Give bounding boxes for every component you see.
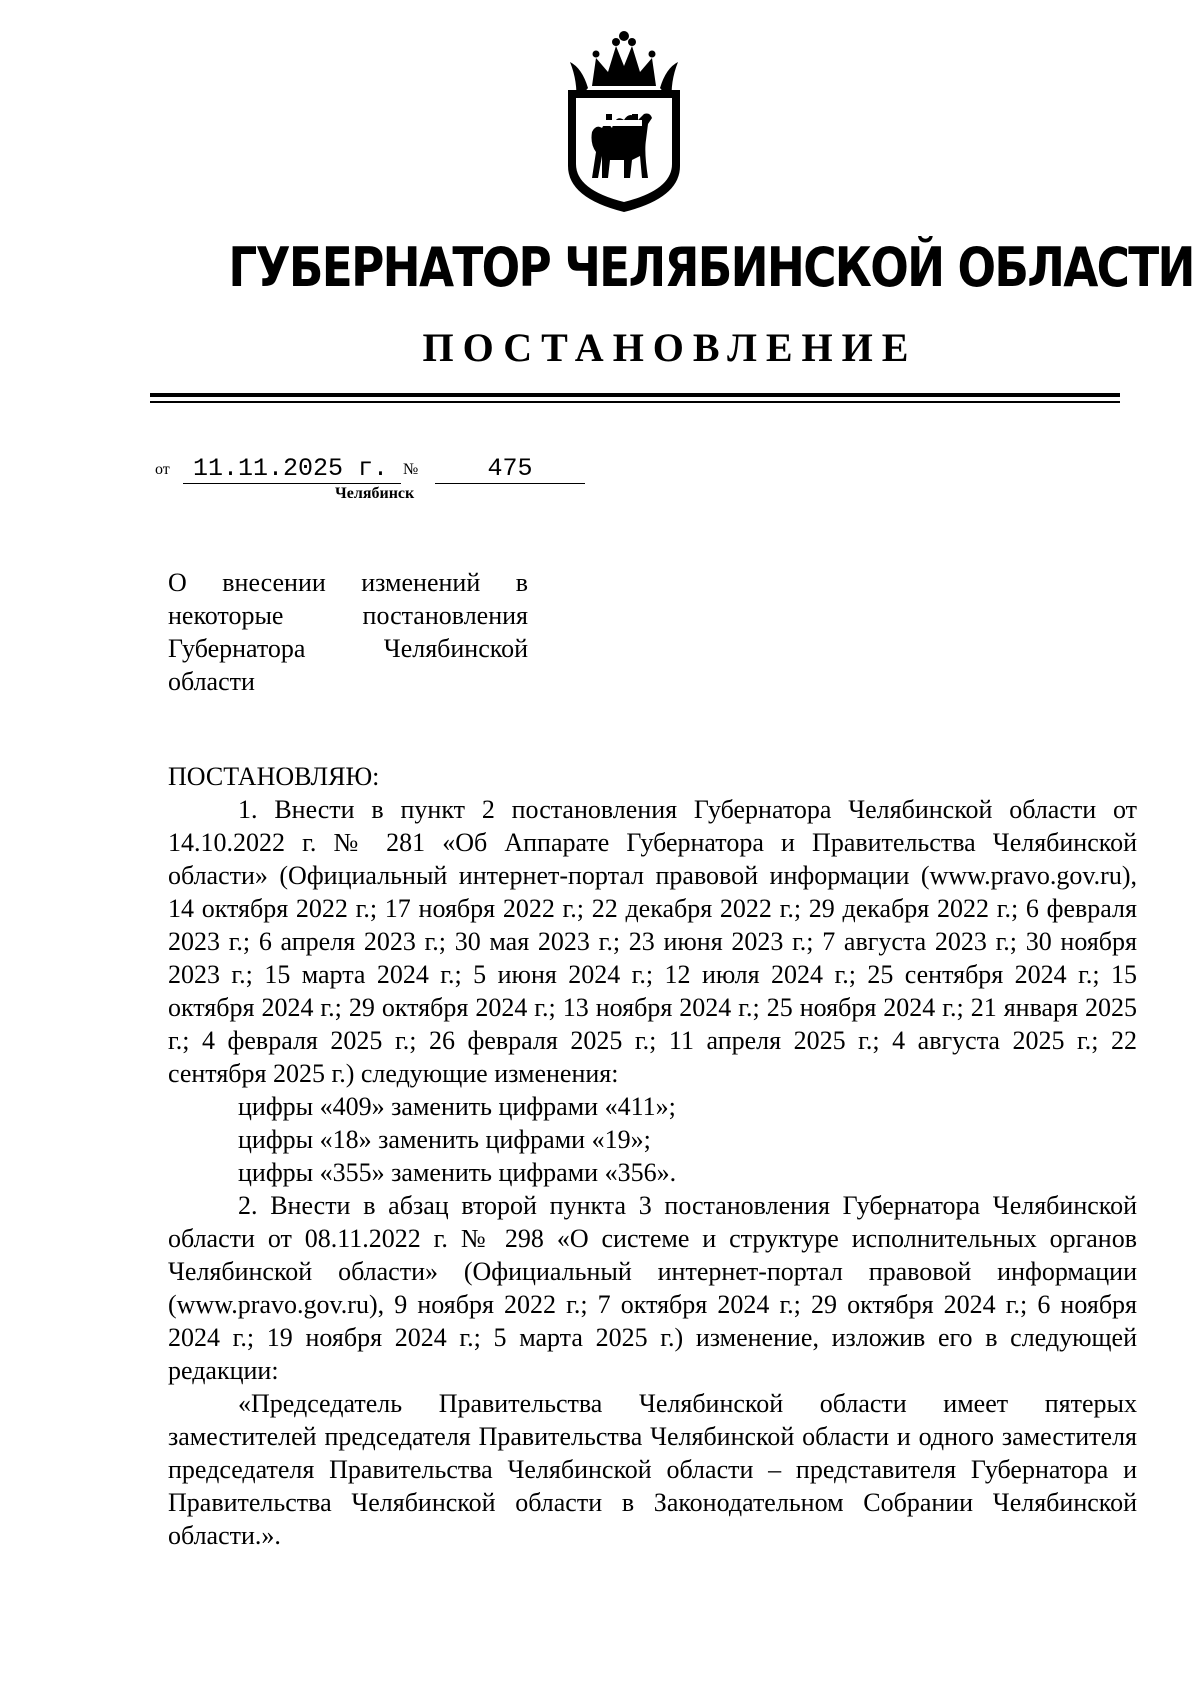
document-date: 11.11.2025 г. <box>183 455 401 484</box>
paragraph-1: 1. Внести в пункт 2 постановления Губернатора Челябинской области от 14.10.2022 г. № 281 «Об Аппарате Губернатора и Правительства Челябинской области» (Официальный интернет-портал правовой информации (www.pravo.gov.ru), 14 октября 2022 г.; 17 ноября 2022 г.; 22 декабря 2022 г.; 29 декабря 2022 г.; 6 февраля 2023 г.; 6 апреля 2023 г.; 30 мая 2023 г.; 23 июня 2023 г.; 7 августа 2023 г.; 30 ноября 2023 г.; 15 марта 2024 г.; 5 июня 2024 г.; 12 июля 2024 г.; 25 сентября 2024 г.; 15 октября 2024 г.; 29 октября 2024 г.; 13 ноября 2024 г.; 25 ноября 2024 г.; 21 января 2025 г.; 4 февраля 2025 г.; 26 февраля 2025 г.; 11 апреля 2025 г.; 4 августа 2025 г.; 22 сентября 2025 г.) следующие изменения: <box>168 795 1137 1088</box>
document-meta <box>155 454 595 484</box>
header-rule-thick <box>150 393 1120 397</box>
decree-word: ПОСТАНОВЛЯЮ: <box>168 762 380 791</box>
paragraph-2: 2. Внести в абзац второй пункта 3 постановления Губернатора Челябинской области от 08.11.2022 г. № 298 «О системе и структуре исполнительных органов Челябинской области» (Официальный интернет-портал правовой информации (www.pravo.gov.ru), 9 ноября 2022 г.; 7 октября 2024 г.; 29 октября 2024 г.; 6 ноября 2024 г.; 19 ноября 2024 г.; 5 марта 2025 г.) изменение, изложив его в следующей редакции: <box>168 1191 1137 1385</box>
authority-title: ГУБЕРНАТОР ЧЕЛЯБИНСКОЙ ОБЛАСТИ <box>228 236 1194 299</box>
date-label: от <box>155 461 170 478</box>
header-rule-thin <box>150 401 1120 403</box>
document-body <box>168 760 1137 1552</box>
coat-of-arms-icon <box>562 28 686 214</box>
document-subject: О внесении изменений в некоторые постановления Губернатора Челябинской области <box>168 568 528 696</box>
change-item: цифры «18» заменить цифрами «19»; <box>238 1125 651 1154</box>
change-item: цифры «409» заменить цифрами «411»; <box>238 1092 676 1121</box>
quoted-text: «Председатель Правительства Челябинской области имеет пятерых заместителей председателя Правительства Челябинской области и одного заместителя председателя Правительства Челябинской области – представителя Губернатора и Правительства Челябинской области в Законодательном Собрании Челябинской области.». <box>168 1389 1137 1550</box>
document-type: ПОСТАНОВЛЕНИЕ <box>422 325 918 370</box>
number-label: № <box>403 461 419 478</box>
document-number: 475 <box>435 455 585 484</box>
city-label: Челябинск <box>335 485 415 502</box>
change-item: цифры «355» заменить цифрами «356». <box>238 1158 677 1187</box>
